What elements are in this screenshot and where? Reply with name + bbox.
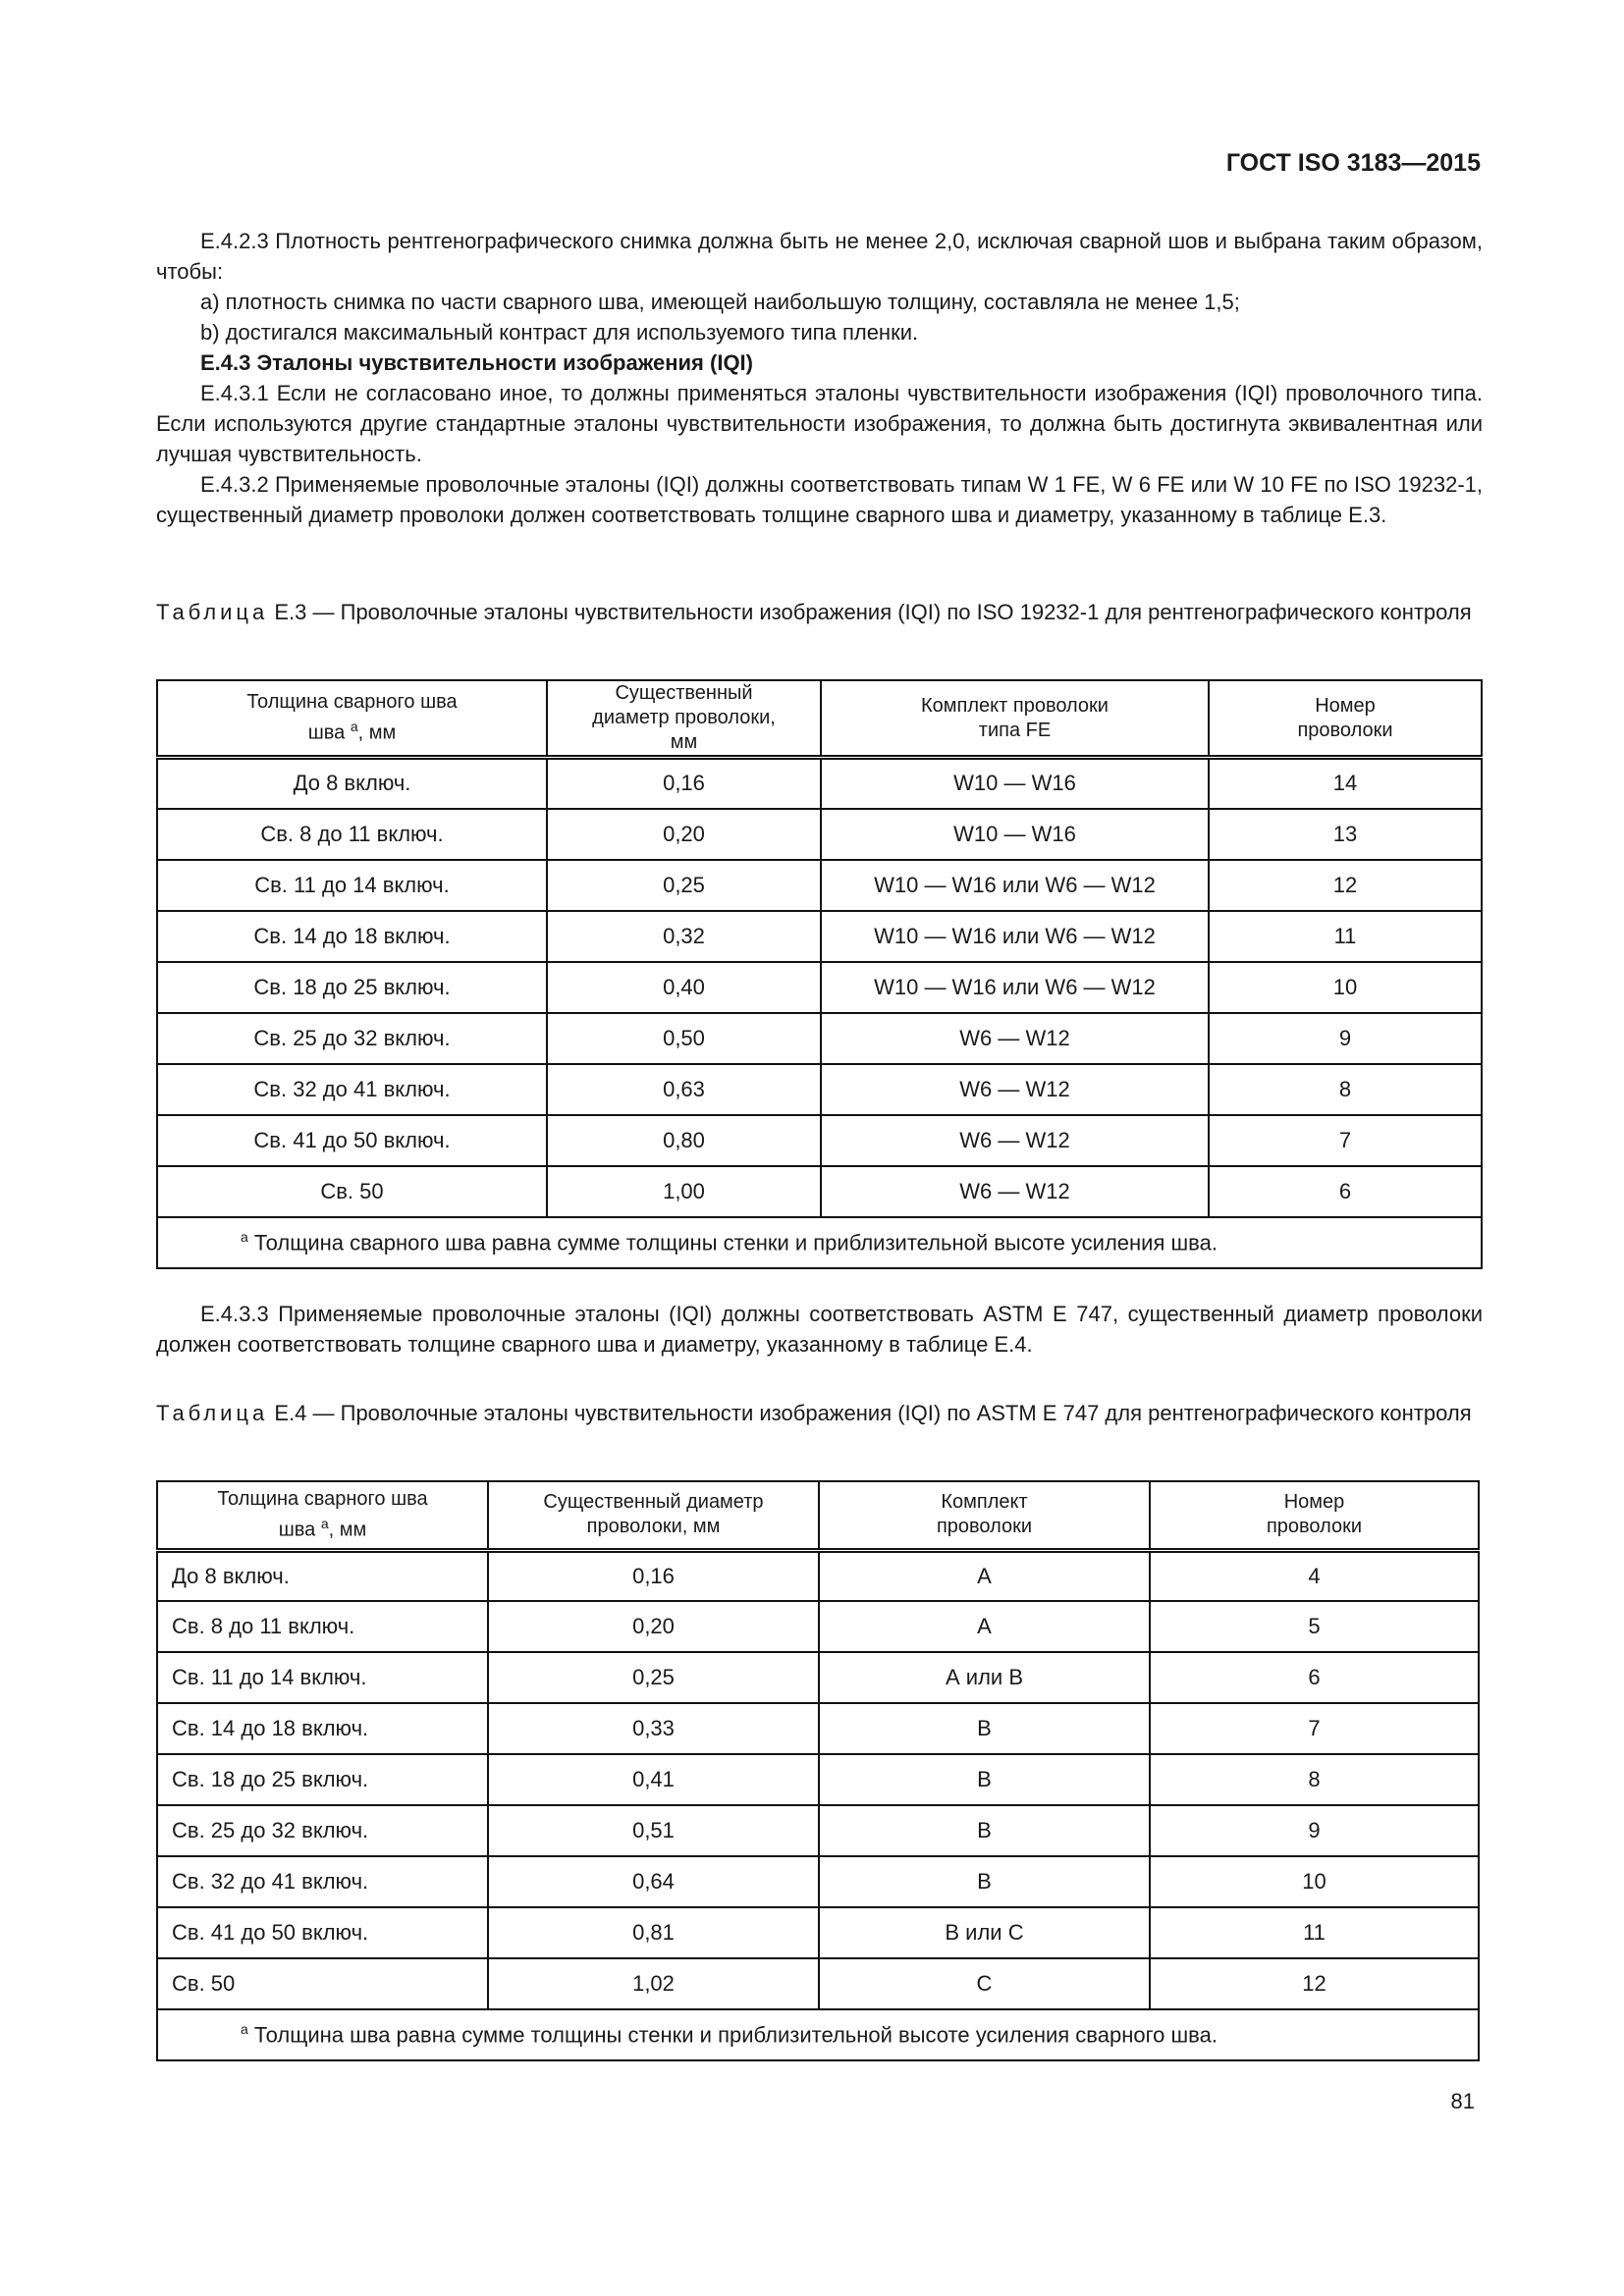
table-cell: W10 — W16 bbox=[821, 809, 1209, 860]
table-cell: W10 — W16 bbox=[821, 758, 1209, 809]
table-cell: 11 bbox=[1209, 911, 1482, 962]
table-row bbox=[157, 1550, 1479, 1601]
table-cell: А bbox=[819, 1550, 1150, 1601]
paragraph: Е.4.2.3 Плотность рентгенографического снимка должна быть не менее 2,0, исключая сварной шов и выбрана таким образом, чтобы: bbox=[156, 229, 1483, 284]
column-header: Номер проволоки bbox=[1209, 680, 1482, 758]
table-row bbox=[157, 1652, 1479, 1703]
table-cell: 0,20 bbox=[547, 809, 821, 860]
table-cell: 0,40 bbox=[547, 962, 821, 1013]
table-row bbox=[157, 1856, 1479, 1907]
table-cell: 0,63 bbox=[547, 1064, 821, 1115]
table-cell: 0,64 bbox=[488, 1856, 819, 1907]
table-header-row bbox=[157, 680, 1482, 758]
caption-text: Е.3 — Проволочные эталоны чувствительности изображения (IQI) по ISO 19232-1 для рентгенографического контроля bbox=[274, 600, 1472, 624]
table-cell: 0,32 bbox=[547, 911, 821, 962]
table-row bbox=[157, 1013, 1482, 1064]
table-row bbox=[157, 1601, 1479, 1652]
table-row bbox=[157, 1958, 1479, 2009]
table-caption bbox=[156, 1398, 1483, 1428]
table-cell: Св. 8 до 11 включ. bbox=[157, 1601, 488, 1652]
table-row bbox=[157, 1754, 1479, 1805]
table-cell: С bbox=[819, 1958, 1150, 2009]
table-cell: А bbox=[819, 1601, 1150, 1652]
caption-text: Е.4 — Проволочные эталоны чувствительности изображения (IQI) по ASTM E 747 для рентгенографического контроля bbox=[274, 1401, 1472, 1425]
list-item: b) достигался максимальный контраст для используемого типа пленки. bbox=[200, 320, 919, 345]
table-footnote: $^a$ Толщина сварного шва равна сумме толщины стенки и приблизительной высоте усиления шва. bbox=[157, 1217, 1482, 1268]
column-header: Существенный диаметр проволоки, мм bbox=[488, 1481, 819, 1550]
table-cell: 8 bbox=[1209, 1064, 1482, 1115]
table-cell: До 8 включ. bbox=[157, 1550, 488, 1601]
table-cell: 9 bbox=[1150, 1805, 1479, 1856]
table-e3 bbox=[156, 679, 1483, 1269]
table-cell: 10 bbox=[1150, 1856, 1479, 1907]
table-cell: В bbox=[819, 1754, 1150, 1805]
table-cell: W10 — W16 или W6 — W12 bbox=[821, 962, 1209, 1013]
table-footnote: $^a$ Толщина шва равна сумме толщины стенки и приблизительной высоте усиления сварного шва. bbox=[157, 2009, 1479, 2060]
table-cell: Св. 32 до 41 включ. bbox=[157, 1064, 547, 1115]
table-cell: 8 bbox=[1150, 1754, 1479, 1805]
table-cell: А или В bbox=[819, 1652, 1150, 1703]
document-header: ГОСТ ISO 3183—2015 bbox=[1225, 149, 1481, 177]
table-cell: Св. 41 до 50 включ. bbox=[157, 1907, 488, 1958]
table-cell: 0,25 bbox=[547, 860, 821, 911]
column-header: Комплект проволоки bbox=[819, 1481, 1150, 1550]
table-row bbox=[157, 962, 1482, 1013]
table-cell: 1,00 bbox=[547, 1166, 821, 1217]
table-cell: 0,81 bbox=[488, 1907, 819, 1958]
table-caption bbox=[156, 597, 1483, 627]
column-header: Номер проволоки bbox=[1150, 1481, 1479, 1550]
table-cell: Св. 11 до 14 включ. bbox=[157, 1652, 488, 1703]
table-cell: 0,41 bbox=[488, 1754, 819, 1805]
table-row bbox=[157, 860, 1482, 911]
table-cell: 0,33 bbox=[488, 1703, 819, 1754]
table-cell: W10 — W16 или W6 — W12 bbox=[821, 860, 1209, 911]
table-cell: Св. 14 до 18 включ. bbox=[157, 911, 547, 962]
table-cell: Св. 18 до 25 включ. bbox=[157, 1754, 488, 1805]
table-cell: В bbox=[819, 1856, 1150, 1907]
table-cell: 7 bbox=[1209, 1115, 1482, 1166]
table-cell: 5 bbox=[1150, 1601, 1479, 1652]
table-cell: Св. 50 bbox=[157, 1958, 488, 2009]
table-row bbox=[157, 1064, 1482, 1115]
table-cell: Св. 14 до 18 включ. bbox=[157, 1703, 488, 1754]
table-cell: 4 bbox=[1150, 1550, 1479, 1601]
column-header: Толщина сварного шва шва $^a$, мм bbox=[157, 680, 547, 758]
table-cell: 7 bbox=[1150, 1703, 1479, 1754]
table-e4 bbox=[156, 1480, 1480, 2061]
table-cell: 0,51 bbox=[488, 1805, 819, 1856]
table-row bbox=[157, 1166, 1482, 1217]
body-text-2 bbox=[156, 1299, 1483, 1360]
caption-label: Таблица bbox=[156, 600, 269, 624]
page-number: 81 bbox=[1450, 2089, 1475, 2113]
table-cell: W6 — W12 bbox=[821, 1115, 1209, 1166]
table-row bbox=[157, 758, 1482, 809]
paragraph: Е.4.3.1 Если не согласовано иное, то должны применяться эталоны чувствительности изображения (IQI) проволочного типа. Если используются другие стандартные эталоны чувствительности изображения, то должна быть достигнута эквивалентная или лучшая чувствительность. bbox=[156, 381, 1483, 466]
table-cell: 6 bbox=[1209, 1166, 1482, 1217]
table-cell: Св. 18 до 25 включ. bbox=[157, 962, 547, 1013]
table-cell: Св. 32 до 41 включ. bbox=[157, 1856, 488, 1907]
table-cell: 12 bbox=[1150, 1958, 1479, 2009]
table-cell: 6 bbox=[1150, 1652, 1479, 1703]
table-cell: 0,16 bbox=[488, 1550, 819, 1601]
table-row bbox=[157, 1805, 1479, 1856]
table-cell: 9 bbox=[1209, 1013, 1482, 1064]
paragraph: Е.4.3.2 Применяемые проволочные эталоны (IQI) должны соответствовать типам W 1 FE, W 6 FE или W 10 FE по ISO 19232-1, существенный диаметр проволоки должен соответствовать толщине сварного шва и диаметру, указанному в таблице Е.3. bbox=[156, 472, 1483, 527]
caption-label: Таблица bbox=[156, 1401, 269, 1425]
table-cell: В bbox=[819, 1805, 1150, 1856]
column-header: Комплект проволоки типа FE bbox=[821, 680, 1209, 758]
table-cell: 14 bbox=[1209, 758, 1482, 809]
column-header: Толщина сварного шва шва $^a$, мм bbox=[157, 1481, 488, 1550]
table-cell: В или С bbox=[819, 1907, 1150, 1958]
table-cell: Св. 50 bbox=[157, 1166, 547, 1217]
table-cell: В bbox=[819, 1703, 1150, 1754]
table-cell: 10 bbox=[1209, 962, 1482, 1013]
table-cell: W10 — W16 или W6 — W12 bbox=[821, 911, 1209, 962]
table-cell: 0,25 bbox=[488, 1652, 819, 1703]
table-row bbox=[157, 1703, 1479, 1754]
column-header: Существенный диаметр проволоки, мм bbox=[547, 680, 821, 758]
table-cell: Св. 11 до 14 включ. bbox=[157, 860, 547, 911]
table-cell: 0,16 bbox=[547, 758, 821, 809]
table-cell: Св. 8 до 11 включ. bbox=[157, 809, 547, 860]
table-cell: 11 bbox=[1150, 1907, 1479, 1958]
table-cell: 0,80 bbox=[547, 1115, 821, 1166]
table-cell: W6 — W12 bbox=[821, 1013, 1209, 1064]
table-row bbox=[157, 809, 1482, 860]
table-cell: 0,50 bbox=[547, 1013, 821, 1064]
body-text-1 bbox=[156, 226, 1483, 530]
table-row bbox=[157, 911, 1482, 962]
table-cell: 0,20 bbox=[488, 1601, 819, 1652]
table-cell: До 8 включ. bbox=[157, 758, 547, 809]
table-cell: W6 — W12 bbox=[821, 1166, 1209, 1217]
paragraph: Е.4.3.3 Применяемые проволочные эталоны (IQI) должны соответствовать ASTM E 747, существенный диаметр проволоки должен соответствовать толщине сварного шва и диаметру, указанному в таблице Е.4. bbox=[156, 1302, 1483, 1357]
table-cell: Св. 25 до 32 включ. bbox=[157, 1805, 488, 1856]
section-heading: Е.4.3 Эталоны чувствительности изображения (IQI) bbox=[200, 350, 753, 375]
table-cell: 13 bbox=[1209, 809, 1482, 860]
table-cell: W6 — W12 bbox=[821, 1064, 1209, 1115]
list-item: a) плотность снимка по части сварного шва, имеющей наибольшую толщину, составляла не менее 1,5; bbox=[200, 290, 1240, 314]
table-cell: 1,02 bbox=[488, 1958, 819, 2009]
table-row bbox=[157, 1115, 1482, 1166]
table-cell: 12 bbox=[1209, 860, 1482, 911]
table-cell: Св. 25 до 32 включ. bbox=[157, 1013, 547, 1064]
table-row bbox=[157, 1907, 1479, 1958]
table-cell: Св. 41 до 50 включ. bbox=[157, 1115, 547, 1166]
table-header-row bbox=[157, 1481, 1479, 1550]
